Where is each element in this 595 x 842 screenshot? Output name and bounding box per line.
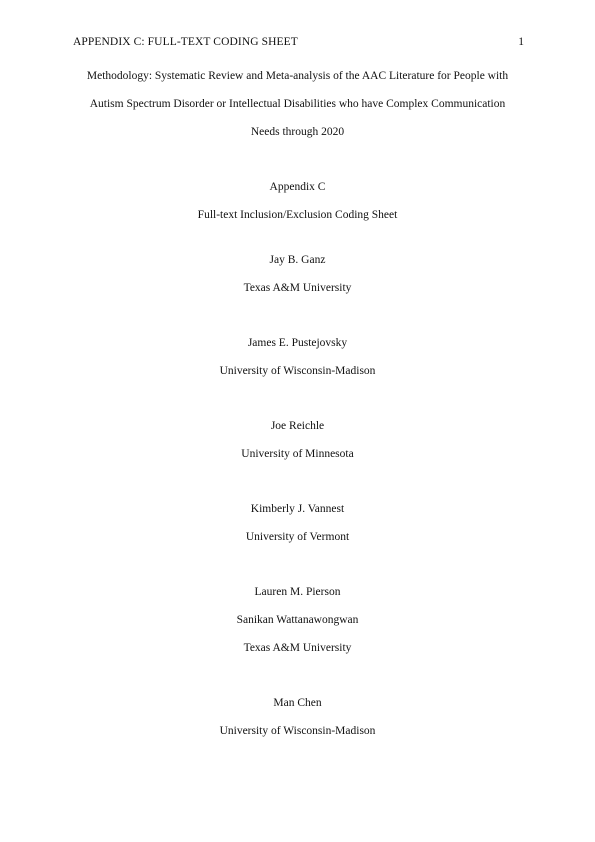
author-name: Kimberly J. Vannest xyxy=(250,503,345,515)
author-affiliation: University of Wisconsin-Madison xyxy=(219,365,376,377)
author-name: Jay B. Ganz xyxy=(269,254,326,266)
title-line-1: Methodology: Systematic Review and Meta-analysis of the AAC Literature for People with xyxy=(86,70,509,82)
author-affiliation: University of Wisconsin-Madison xyxy=(219,725,376,737)
author-name: Sanikan Wattanawongwan xyxy=(236,614,359,626)
author-affiliation: Texas A&M University xyxy=(243,282,352,294)
author-affiliation: University of Minnesota xyxy=(241,448,354,460)
page-number: 1 xyxy=(518,36,524,48)
appendix-label: Appendix C xyxy=(269,181,326,193)
appendix-subtitle: Full-text Inclusion/Exclusion Coding Sheet xyxy=(197,209,398,221)
title-line-3: Needs through 2020 xyxy=(250,126,345,138)
author-name: James E. Pustejovsky xyxy=(247,337,348,349)
title-line-2: Autism Spectrum Disorder or Intellectual Disabilities who have Complex Communication xyxy=(89,98,506,110)
author-name: Man Chen xyxy=(273,697,322,709)
author-name: Joe Reichle xyxy=(270,420,325,432)
author-affiliation: Texas A&M University xyxy=(243,642,352,654)
author-name: Lauren M. Pierson xyxy=(254,586,341,598)
author-affiliation: University of Vermont xyxy=(245,531,350,543)
running-head: APPENDIX C: FULL-TEXT CODING SHEET xyxy=(73,36,298,48)
